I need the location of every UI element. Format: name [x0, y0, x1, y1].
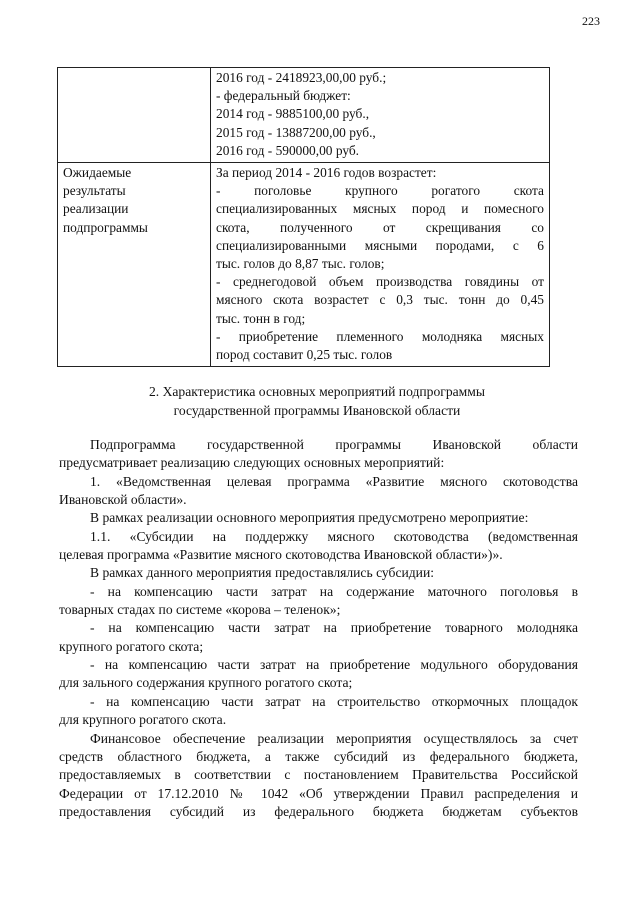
paragraph-line: - на компенсацию части затрат на строительство откормочных площадок: [90, 693, 578, 709]
paragraph-line: Финансовое обеспечение реализации мероприятия осуществлялось за счет: [90, 730, 578, 746]
funding-line: 2016 год - 2418923,00,00 руб.;: [216, 70, 387, 85]
result-line: - поголовье крупного рогатого скота: [216, 183, 544, 199]
paragraph-line: В рамках реализации основного мероприятия предусмотрено мероприятие:: [90, 510, 529, 526]
paragraph-line: предоставляемых в соответствии с постановлением Правительства Российской: [59, 767, 578, 783]
paragraph-line: Ивановской области».: [59, 492, 187, 508]
section-heading: [57, 383, 577, 420]
table-cell-expected-results: [211, 163, 550, 367]
result-line: специализированных мясных пород и помесного: [216, 201, 544, 217]
result-line: тыс. голов до 8,87 тыс. голов;: [216, 256, 385, 272]
table-row-expected-results: [58, 163, 550, 367]
funding-line: - федеральный бюджет:: [216, 88, 351, 104]
result-line: тыс. тонн в год;: [216, 310, 306, 326]
result-line: скота, полученного от скрещивания со: [216, 219, 544, 235]
table-cell-expected-results-label: [58, 163, 211, 367]
paragraph-line: 1. «Ведомственная целевая программа «Развитие мясного скотоводства: [90, 473, 578, 489]
result-line: - приобретение племенного молодняка мясных: [216, 328, 544, 344]
funding-line: 2014 год - 9885100,00 руб.,: [216, 106, 370, 122]
label-line: реализации: [63, 201, 129, 217]
table-cell-funding: [211, 68, 550, 163]
result-line: специализированными мясными породами, с 6: [216, 237, 544, 253]
paragraph-line: В рамках данного мероприятия предоставлялись субсидии:: [90, 565, 435, 581]
page-number: 223: [582, 14, 600, 28]
result-line: За период 2014 - 2016 годов возрастет:: [216, 165, 437, 181]
table-row-funding: [58, 68, 550, 163]
funding-line: 2015 год - 13887200,00 руб.,: [216, 124, 376, 140]
paragraph-line: целевая программа «Развитие мясного скотоводства Ивановской области»)».: [59, 547, 503, 563]
paragraph-line: товарных стадах по системе «корова – теленок»;: [59, 602, 341, 618]
section-heading-line: 2. Характеристика основных мероприятий подпрограммы: [148, 384, 485, 399]
result-line: - среднегодовой объем производства говядины от: [216, 274, 544, 290]
paragraph-line: средств областного бюджета, а также субсидий из федерального бюджета,: [59, 748, 578, 764]
funding-line: 2016 год - 590000,00 руб.: [216, 142, 360, 158]
label-line: подпрограммы: [63, 219, 148, 235]
paragraph-line: для зального содержания крупного рогатого скота;: [59, 675, 353, 691]
paragraph-line: - на компенсацию части затрат на содержание маточного поголовья в: [90, 583, 578, 599]
body-text: [59, 436, 578, 821]
label-line: результаты: [63, 183, 126, 199]
result-line: мясного скота возрастет с 0,3 тыс. тонн до 0,45: [216, 292, 544, 308]
paragraph-line: - на компенсацию части затрат на приобретение товарного молодняка: [90, 620, 578, 636]
paragraph-line: 1.1. «Субсидии на поддержку мясного скотоводства (ведомственная: [90, 528, 578, 544]
label-line: Ожидаемые: [63, 165, 132, 181]
paragraph-line: Подпрограмма государственной программы Ивановской области: [90, 437, 578, 452]
paragraph-line: предоставления субсидий из федерального бюджета бюджетам субъектов: [59, 803, 578, 819]
paragraph-line: для крупного рогатого скота.: [59, 712, 227, 728]
paragraph-line: Федерации от 17.12.2010 № 1042 «Об утверждении Правил распределения и: [59, 785, 578, 801]
section-heading-line: государственной программы Ивановской области: [173, 402, 461, 418]
paragraph-line: предусматривает реализацию следующих основных мероприятий:: [59, 455, 445, 471]
table-cell-label-empty: [58, 68, 211, 163]
subprogram-passport-table: [57, 67, 550, 367]
paragraph-line: - на компенсацию части затрат на приобретение модульного оборудования: [90, 657, 578, 673]
paragraph-line: крупного рогатого скота;: [59, 638, 204, 654]
result-line: пород составит 0,25 тыс. голов: [216, 347, 393, 363]
